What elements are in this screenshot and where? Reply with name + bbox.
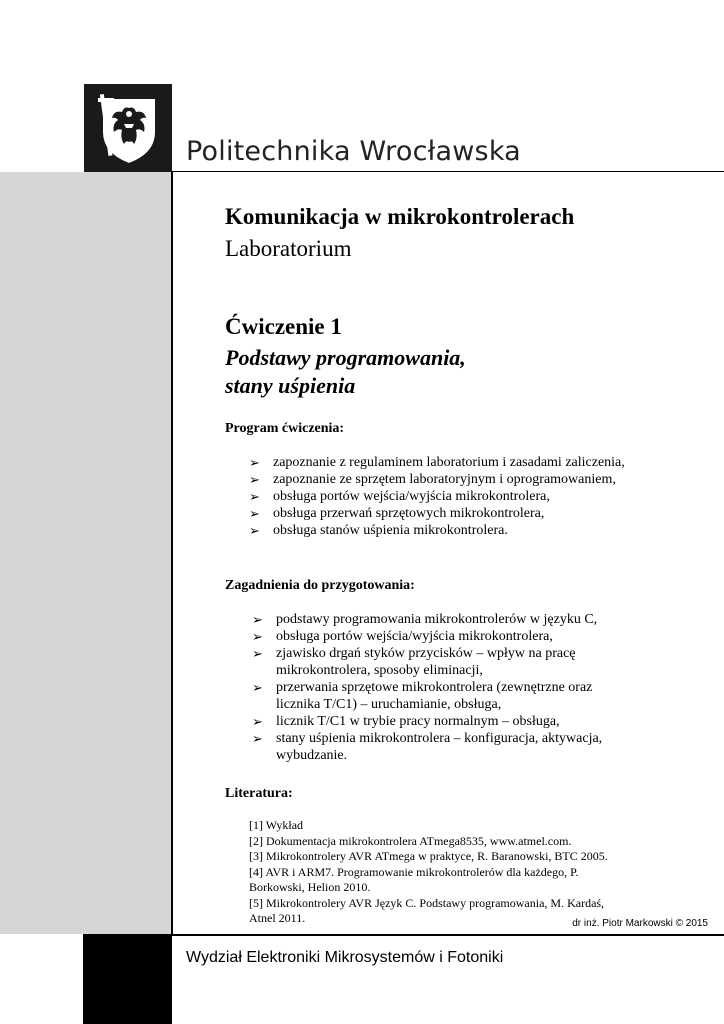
frame-top-line	[172, 171, 724, 172]
preparation-heading: Zagadnienia do przygotowania:	[225, 578, 415, 593]
arrow-bullet-icon: ➢	[249, 523, 260, 538]
list-item: ➢ obsługa stanów uśpienia mikrokontrolera.	[249, 523, 508, 538]
arrow-bullet-icon: ➢	[252, 612, 263, 627]
list-item: [4] AVR i ARM7. Programowanie mikrokontrolerów dla każdego, P. Borkowski, Helion 2010.	[249, 864, 579, 894]
list-item: [5] Mikrokontrolery AVR Język C. Podstawy programowania, M. Kardaś, Atnel 2011.	[249, 895, 605, 925]
arrow-bullet-icon: ➢	[249, 472, 260, 487]
arrow-bullet-icon: ➢	[249, 506, 260, 521]
list-item: ➢ obsługa portów wejścia/wyjścia mikrokontrolera,	[249, 489, 550, 504]
side-gray-strip	[0, 172, 172, 934]
list-item: ➢ obsługa przerwań sprzętowych mikrokontrolera,	[249, 506, 545, 521]
preparation-list	[252, 611, 637, 764]
list-item: [2] Dokumentacja mikrokontrolera ATmega8535, www.atmel.com.	[249, 833, 572, 848]
list-item: ➢ stany uśpienia mikrokontrolera – konfiguracja, aktywacja, wybudzanie.	[252, 731, 603, 763]
list-item: ➢ podstawy programowania mikrokontrolerów w języku C,	[252, 612, 598, 627]
university-name: Politechnika Wrocławska	[186, 136, 521, 167]
faculty-name: Wydział Elektroniki Mikrosystemów i Fotoniki	[186, 949, 504, 966]
university-logo	[84, 84, 172, 172]
list-item: ➢ licznik T/C1 w trybie pracy normalnym – obsługa,	[252, 714, 560, 729]
course-subtitle: Laboratorium	[225, 236, 352, 261]
list-item: ➢ zapoznanie ze sprzętem laboratoryjnym i oprogramowaniem,	[249, 472, 616, 487]
list-item: ➢ zjawisko drgań styków przycisków – wpływ na pracę mikrokontrolera, sposoby eliminacji,	[252, 646, 576, 678]
program-list	[249, 454, 669, 539]
eagle-crest-icon	[84, 84, 172, 172]
literature-list	[249, 818, 624, 927]
author-credit: dr inż. Piotr Markowski © 2015	[572, 918, 708, 929]
arrow-bullet-icon: ➢	[249, 455, 260, 470]
frame-bottom-line	[172, 934, 724, 936]
arrow-bullet-icon: ➢	[252, 731, 263, 746]
exercise-title-line-1: Podstawy programowania,	[225, 345, 466, 370]
arrow-bullet-icon: ➢	[252, 680, 263, 695]
bottom-black-block	[83, 934, 172, 1024]
arrow-bullet-icon: ➢	[252, 714, 263, 729]
list-item: ➢ zapoznanie z regulaminem laboratorium i zasadami zaliczenia,	[249, 455, 625, 470]
list-item: ➢ przerwania sprzętowe mikrokontrolera (zewnętrzne oraz licznika T/C1) – uruchamianie, obsługa,	[252, 680, 593, 712]
literature-heading: Literatura:	[225, 786, 293, 801]
arrow-bullet-icon: ➢	[249, 489, 260, 504]
list-item: [3] Mikrokontrolery AVR ATmega w praktyce, R. Baranowski, BTC 2005.	[249, 849, 608, 863]
list-item: ➢ obsługa portów wejścia/wyjścia mikrokontrolera,	[252, 629, 553, 644]
arrow-bullet-icon: ➢	[252, 629, 263, 644]
exercise-title-line-2: stany uśpienia	[225, 373, 356, 398]
exercise-number: Ćwiczenie 1	[225, 314, 342, 339]
exercise-title	[225, 344, 466, 400]
arrow-bullet-icon: ➢	[252, 646, 263, 661]
list-item: [1] Wykład	[249, 818, 304, 832]
frame-left-line	[171, 171, 173, 936]
course-title: Komunikacja w mikrokontrolerach	[225, 204, 575, 229]
program-heading: Program ćwiczenia:	[225, 421, 345, 436]
